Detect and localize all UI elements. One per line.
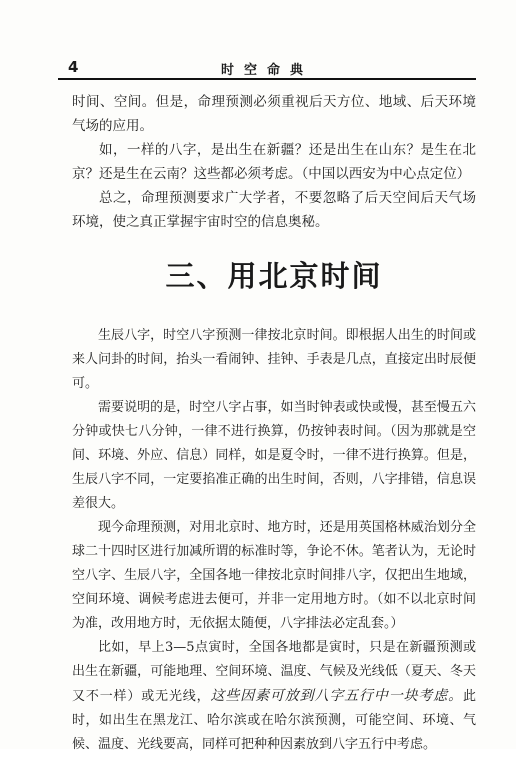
page-header xyxy=(58,56,476,80)
paragraph: 生辰八字，时空八字预测一律按北京时间。即根据人出生的时间或来人问卦的时间，抬头一看闹钟、挂钟、手表是几点，直接定出时辰便可。 xyxy=(72,328,476,391)
paragraph: 时间、空间。但是，命理预测必须重视后天方位、地域、后天环境气场的应用。 xyxy=(72,94,476,134)
paragraph: 需要说明的是，时空八字占事，如当时钟表或快或慢，甚至慢五六分钟或快七八分钟，一律不进行换算，仍按钟表时间。（因为那就是空间、环境、外应、信息）同样，如是夏令时，一律不进行换算。但是，生辰八字不同，一定要掐准正确的出生时间，否则，八字排错，信息误差很大。 xyxy=(72,400,476,511)
handwritten-insert: 这些因素可放到八字五行中一块考虑。 xyxy=(210,688,463,704)
paragraph: 如，一样的八字，是出生在新疆？还是出生在山东？是生在北京？还是生在云南？这些都必须考虑。（中国以西安为中心点定位） xyxy=(72,142,476,182)
header-rule xyxy=(58,78,476,80)
paragraph-text: 此时，如出生在黑龙江、哈尔滨或在哈尔滨预测，可能空间、环境、气候、温度、光线要高，同样可把种种因素放到八字五行中考虑。 xyxy=(72,689,476,752)
page-body xyxy=(72,90,476,757)
running-title: 时空命典 xyxy=(220,63,313,78)
paragraph: 总之，命理预测要求广大学者，不要忽略了后天空间后天气场环境，使之真正掌握宇宙时空的信息奥秘。 xyxy=(72,190,476,230)
paragraph: 现今命理预测，对用北京时、地方时，还是用英国格林威治划分全球二十四时区进行加减所谓的标准时等，争论不休。笔者认为，无论时空八字、生辰八字，全国各地一律按北京时间排八字，仅把出生地域，空间环境、调候考虑进去便可，并非一定用地方时。（如不以北京时间为准，改用地方时，无依据太随便，八字排法必定乱套。） xyxy=(72,520,476,631)
paragraph-text: 比如，早上3—5点寅时，全国各地都是寅时，只是在新疆预测或出生在新疆，可能地理、空间环境、温度、气候及光线低（夏天、冬天又不一样）或无光线， xyxy=(72,640,476,704)
page-number: 4 xyxy=(68,58,79,76)
section-heading: 三、用北京时间 xyxy=(165,259,383,293)
paragraph xyxy=(72,636,476,757)
